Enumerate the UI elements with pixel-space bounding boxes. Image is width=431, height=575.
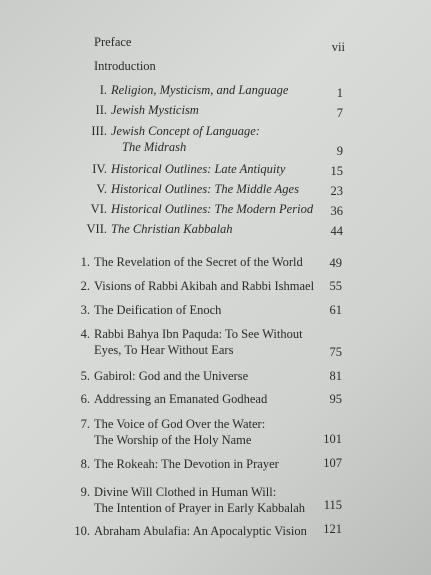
section-page: 1 — [336, 86, 343, 100]
chapter-number: 6. — [80, 392, 90, 406]
chapter-title: The Deification of Enoch — [94, 303, 222, 317]
chapter-page: 55 — [329, 279, 342, 293]
section-title-continued: The Midrash — [122, 140, 187, 154]
intro-section — [85, 84, 288, 97]
chapter-title-continued: Eyes, To Hear Without Ears — [94, 343, 234, 357]
chapter-number: 3. — [80, 303, 90, 317]
chapter-page: 49 — [329, 256, 342, 270]
chapter-number: 1. — [80, 255, 90, 269]
intro-section — [85, 203, 313, 216]
chapter-title: The Revelation of the Secret of the World — [94, 255, 303, 269]
chapter-entry — [70, 458, 279, 471]
introduction-title: Introduction — [94, 59, 156, 73]
section-page: 9 — [336, 144, 343, 158]
chapter-title: Divine Will Clothed in Human Will: — [94, 485, 277, 499]
chapter-number: 10. — [74, 524, 90, 538]
section-page: 36 — [330, 204, 343, 218]
preface-title: Preface — [94, 35, 132, 49]
chapter-entry — [70, 393, 267, 406]
section-title: Jewish Concept of Language: — [111, 124, 260, 138]
section-title: Historical Outlines: The Middle Ages — [111, 182, 299, 196]
intro-section — [85, 125, 260, 138]
chapter-number: 4. — [80, 327, 90, 341]
chapter-page: 107 — [323, 456, 342, 470]
chapter-number: 2. — [80, 279, 90, 293]
intro-section — [85, 163, 285, 176]
chapter-entry — [70, 304, 221, 317]
chapter-entry — [70, 280, 314, 293]
chapter-entry — [70, 486, 276, 499]
section-page: 15 — [330, 164, 343, 178]
section-number: III. — [91, 124, 107, 138]
chapter-title: The Rokeah: The Devotion in Prayer — [94, 457, 279, 471]
preface-page: vii — [331, 40, 345, 54]
section-number: I. — [99, 83, 107, 97]
section-page: 44 — [330, 224, 343, 238]
chapter-title: Visions of Rabbi Akibah and Rabbi Ishmael — [94, 279, 315, 293]
chapter-title: Rabbi Bahya Ibn Paquda: To See Without — [94, 327, 303, 341]
chapter-title-continued: The Intention of Prayer in Early Kabbalah — [94, 501, 306, 515]
chapter-entry — [70, 256, 303, 269]
section-page: 23 — [330, 184, 343, 198]
chapter-number: 7. — [80, 417, 90, 431]
chapter-entry — [70, 370, 248, 383]
section-number: V. — [96, 182, 107, 196]
chapter-page: 61 — [329, 303, 342, 317]
chapter-page: 81 — [329, 369, 342, 383]
chapter-number: 9. — [80, 485, 90, 499]
section-number: VII. — [86, 222, 107, 236]
chapter-page: 95 — [329, 392, 342, 406]
section-title: Religion, Mysticism, and Language — [111, 83, 289, 97]
section-title: Jewish Mysticism — [111, 103, 199, 117]
chapter-entry — [70, 328, 303, 341]
intro-section — [85, 223, 233, 236]
intro-section — [85, 183, 299, 196]
chapter-page: 115 — [323, 498, 342, 512]
intro-section — [85, 104, 199, 117]
section-number: II. — [95, 103, 107, 117]
chapter-title: Addressing an Emanated Godhead — [94, 392, 268, 406]
chapter-title-continued: The Worship of the Holy Name — [94, 433, 252, 447]
section-number: VI. — [90, 202, 107, 216]
chapter-page: 121 — [323, 522, 342, 536]
chapter-entry — [70, 418, 265, 431]
chapter-page: 101 — [323, 432, 342, 446]
section-number: IV. — [92, 162, 107, 176]
chapter-entry — [70, 525, 307, 538]
chapter-title: The Voice of God Over the Water: — [94, 417, 266, 431]
chapter-page: 75 — [329, 345, 342, 359]
chapter-title: Abraham Abulafia: An Apocalyptic Vision — [94, 524, 307, 538]
section-title: The Christian Kabbalah — [111, 222, 233, 236]
section-title: Historical Outlines: Late Antiquity — [111, 162, 286, 176]
section-page: 7 — [336, 106, 343, 120]
section-title: Historical Outlines: The Modern Period — [111, 202, 314, 216]
chapter-number: 8. — [80, 457, 90, 471]
chapter-number: 5. — [80, 369, 90, 383]
chapter-title: Gabirol: God and the Universe — [94, 369, 249, 383]
